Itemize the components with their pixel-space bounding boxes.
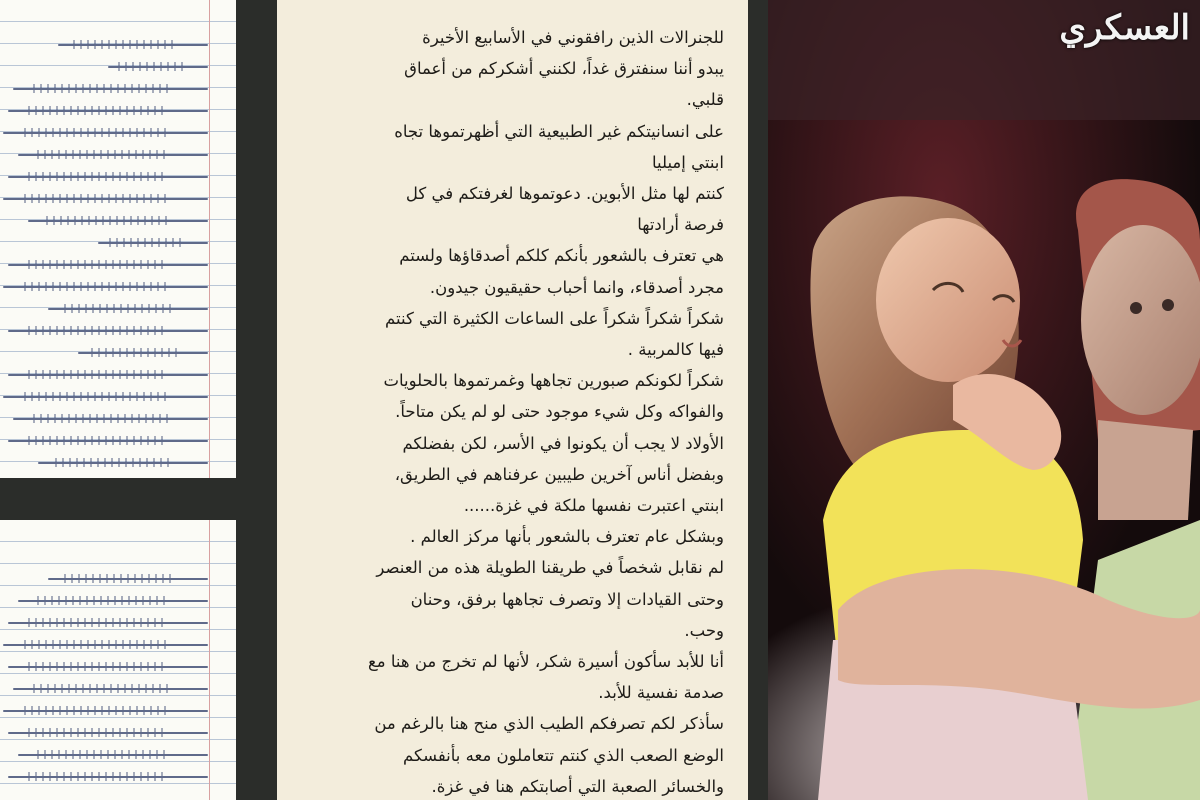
letter-line: الوضع الصعب الذي كنتم تتعاملون معه بأنفسكم [403, 745, 724, 765]
handwriting-stroke [48, 308, 208, 310]
channel-logo: العسكري [1059, 8, 1190, 48]
letter-line: على انسانيتكم غير الطبيعية التي أظهرتموها تجاه [394, 121, 724, 141]
photo-mother-daughter [768, 0, 1200, 800]
handwriting-stroke [8, 440, 208, 442]
letter-line: أنا للأبد سأكون أسيرة شكر، لأنها لم تخرج من هنا مع [368, 652, 724, 672]
letter-line: ابنتي إميليا [651, 152, 724, 172]
handwriting-stroke [8, 330, 208, 332]
handwriting-stroke [28, 220, 208, 222]
handwritten-note-bottom [0, 520, 236, 800]
handwriting-stroke [8, 776, 208, 778]
letter-line: فيها كالمربية . [627, 340, 724, 360]
handwriting-stroke [8, 374, 208, 376]
handwriting-stroke [18, 154, 208, 156]
handwriting-stroke [13, 88, 208, 90]
mother-face [1081, 225, 1200, 415]
handwriting-stroke [3, 132, 208, 134]
handwriting-stroke [58, 44, 208, 46]
handwriting-stroke [48, 578, 208, 580]
letter-line: وبشكل عام تعترف بالشعور بأنها مركز العالم . [410, 527, 724, 547]
mother-eye [1162, 299, 1174, 311]
handwriting-stroke [3, 286, 208, 288]
handwriting-stroke [18, 754, 208, 756]
handwriting-stroke [8, 732, 208, 734]
handwriting-stroke [78, 352, 208, 354]
letter-line: يبدو أننا سنفترق غداً، لكنني أشكركم من أعماق [404, 59, 724, 79]
letter-page [277, 0, 748, 800]
letter-line: شكراً لكونكم صبورين تجاهها وغمرتموها بالحلويات [383, 371, 724, 391]
letter-line: مجرد أصدقاء، وانما أحباب حقيقيون جيدون. [429, 277, 724, 297]
handwriting-stroke [3, 710, 208, 712]
handwriting-stroke [3, 396, 208, 398]
letter-line: شكراً شكراً شكراً على الساعات الكثيرة التي كنتم [385, 308, 724, 328]
letter-line: صدمة نفسية للأبد. [598, 683, 724, 703]
handwriting-stroke [108, 66, 208, 68]
letter-line: سأذكر لكم تصرفكم الطيب الذي منح هنا بالرغم من [374, 714, 724, 734]
handwriting-stroke [38, 462, 208, 464]
mother-eye [1130, 302, 1142, 314]
letter-line: قلبي. [686, 90, 724, 110]
letter-line: الأولاد لا يجب أن يكونوا في الأسر، لكن بفضلكم [402, 433, 724, 453]
letter-line: وحب. [684, 620, 724, 640]
handwriting-stroke [8, 176, 208, 178]
letter-line: كنتم لها مثل الأبوين. دعوتموها لغرفتكم في كل [405, 184, 724, 204]
margin-line [209, 0, 210, 478]
handwriting-stroke [8, 622, 208, 624]
letter-line: فرصة أرادتها [637, 215, 724, 235]
handwriting-stroke [13, 418, 208, 420]
handwriting-stroke [18, 600, 208, 602]
mother-neck [1098, 420, 1193, 520]
girl-face [876, 218, 1020, 382]
handwriting-stroke [13, 688, 208, 690]
letter-line: والخسائر الصعبة التي أصابتكم هنا في غزة. [431, 776, 724, 796]
photo-illustration [768, 0, 1200, 800]
margin-line [209, 520, 210, 800]
letter-line: وحتى القيادات إلا وتصرف تجاهها برفق، وحنان [410, 589, 724, 609]
handwriting-stroke [8, 110, 208, 112]
handwriting-stroke [3, 644, 208, 646]
letter-line: والفواكه وكل شيء موجود حتى لو لم يكن متاحاً. [395, 402, 724, 422]
handwriting-stroke [8, 264, 208, 266]
handwriting-stroke [8, 666, 208, 668]
handwritten-note-top [0, 0, 236, 478]
letter-body [297, 22, 724, 800]
letter-line: ابنتي اعتبرت نفسها ملكة في غزة...... [463, 496, 724, 516]
handwriting-stroke [3, 198, 208, 200]
handwriting-stroke [98, 242, 208, 244]
letter-line: هي تعترف بالشعور بأنكم كلكم أصدقاؤها ولستم [399, 246, 724, 266]
letter-line: لم نقابل شخصاً في طريقنا الطويلة هذه من العنصر [376, 558, 724, 578]
letter-line: وبفضل أناس آخرين طيبين عرفناهم في الطريق، [394, 464, 724, 484]
letter-line: للجنرالات الذين رافقوني في الأسابيع الأخيرة [422, 28, 724, 47]
